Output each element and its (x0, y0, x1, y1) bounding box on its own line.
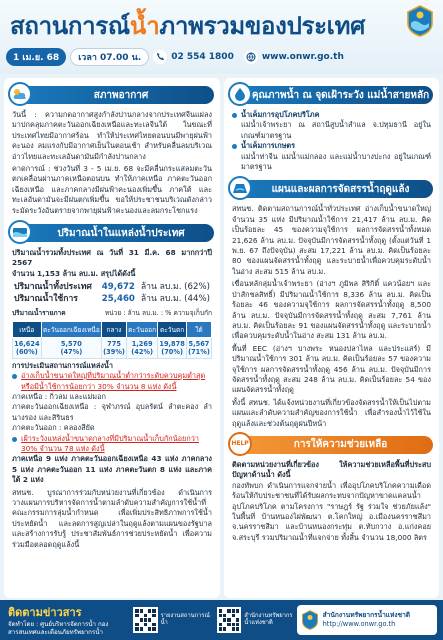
help-heading: การให้ความช่วยเหลือ (230, 436, 433, 454)
bullet-dot (12, 374, 17, 379)
right-column (224, 78, 439, 598)
table-caption-row (4, 308, 220, 318)
quality-item: น้ำเค็มการอุปโภคบริโภค (224, 110, 439, 120)
onwr-footer-logo (301, 610, 319, 630)
qr2-label: สำนักงานทรัพยากรน้ำแห่งชาติ (244, 613, 293, 626)
header-south: ใต้ (186, 321, 211, 337)
cell-central: 775 (39%) (102, 337, 127, 358)
header-north: เหนือ (13, 321, 42, 337)
row-unit: ล้าน ลบ.ม. (44%) (140, 294, 210, 305)
water-quality-icon (228, 82, 252, 106)
assessment-heading: การประเมินสถานการณ์แหล่งน้ำ (12, 360, 113, 370)
table-unit: หน่วย : ล้าน ลบ.ม. : % ความจุเก็บกัก (104, 309, 212, 318)
water-heading: ปริมาณน้ำในแหล่งน้ำประเทศ (10, 224, 214, 242)
weather-forecast: คาดการณ์ : ช่วงวันที่ 3 - 5 เม.ย. 68 จะมีคลื่นกระแสลมตะวันตกเคลื่อนผ่านภาคเหนือตอนบน ทำให้ภาคเหนือ ภาคตะวันออกเฉียงเหนือ และภาคกลางมีฝนฟ้าคะนองเพิ่มขึ้น ภาคใต้ และทะเลอันดามันจะมีฝนตกเพิ่มขึ้น ขอให้ประชาชนบริเวณดังกล่าวระมัดระวังอันตรายจากพายุฝนฟ้าคะนองและลมกระโชกแรง (12, 164, 212, 215)
cell-north: 16,624 (60%) (13, 337, 42, 358)
footer-contact (0, 603, 129, 637)
table-caption: ปริมาณน้ำรายภาค (12, 309, 66, 318)
weather-section-header (10, 84, 214, 106)
header-east: ตะวันออก (127, 321, 158, 337)
time-badge: เวลา 07.00 น. (70, 48, 149, 66)
assessment-item: อ่างเก็บน้ำขนาดใหญ่ที่ปริมาณน้ำต่ำกว่าระดับควบคุมต่ำสุดหรือมีน้ำใช้การน้อยกว่า 30% จำนวน 8 แห่ง ดังนี้ (4, 371, 220, 392)
assessment-northeast: ภาคตะวันออกเฉียงเหนือ : จุฬาภรณ์ อุบลรัตน์ ลำตะคอง ลำนางรอง และสิรินธร (12, 402, 212, 422)
plan-paragraph: ทั้งนี้ สทนช. ได้แจ้งหน่วยงานที่เกี่ยวข้องจัดสรรน้ำให้เป็นไปตามแผนและลำดับความสำคัญของการใช้น้ำ เพื่อสำรองน้ำไว้ใช้ในฤดูแล้งและช่วงต้นฤดูฝนปีหน้า (232, 397, 431, 428)
phone-contact[interactable] (153, 50, 234, 64)
page-title (10, 6, 365, 45)
help-subheading: ติดตามหน่วยงานที่เกี่ยวข้อง ให้ความช่วยเหลือพื้นที่ประสบปัญหาด้านน้ำ ดังนี้ (232, 459, 431, 480)
plan-paragraph: สทนช. ติดตามสถานการณ์น้ำทั่วประเทศ อ่างเก็บน้ำขนาดใหญ่ จำนวน 35 แห่ง มีปริมาณน้ำใช้การ 21,417 ล้าน ลบ.ม. คิดเป็นร้อยละ 45 ของความจุใช้การ ผลการจัดสรรน้ำทั้งหมด 21,626 ล้าน ลบ.ม. ปัจจุบันมีการจัดสรรน้ำทั้งฤดู (ตั้งแต่วันที่ 1 พ.ย. 67 ถึงปัจจุบัน) สะสม 17,221 ล้าน ลบ.ม. คิดเป็นร้อยละ 80 ของแผนจัดสรรน้ำทั้งฤดู และระบายน้ำเพื่อควบคุมระดับน้ำในอ่าง สะสม 515 ล้าน ลบ.ม. (232, 204, 431, 276)
assessment-north: ภาคเหนือ : กิ่วลม และแม่มอก (12, 391, 106, 401)
footer-org[interactable] (297, 605, 437, 635)
help-section-header (230, 434, 433, 456)
org-text (323, 611, 410, 629)
table-header-row (13, 321, 212, 337)
phone-number: 02 554 1800 (171, 51, 234, 62)
weather-today: วันนี้ : ความกดอากาศสูงกำลังปานกลางจากประเทศจีนแผ่ลงมาปกคลุมภาคตะวันออกเฉียงเหนือและทะเลจีนใต้ ในขณะที่ประเทศไทยมีอากาศร้อน ทำให้ประเทศไทยตอนบนมีพายุฝนฟ้าคะนอง ลมแรงกับมีอากาศเย็นในตอนเช้า สำหรับคลื่นลมบริเวณอ่าวไทยและทะเลอันดามันมีกำลังปานกลาง (12, 110, 212, 161)
assessment-item: เฝ้าระวังแหล่งน้ำขนาดกลางที่มีปริมาณน้ำเก็บกักน้อยกว่า 30% จำนวน 78 แห่ง ดังนี้ (4, 434, 220, 455)
qr-code-office[interactable] (217, 607, 241, 633)
row-label: ปริมาณน้ำทั้งประเทศ (14, 282, 92, 293)
assessment-regions: ภาคเหนือ 9 แห่ง ภาคตะวันออกเฉียงเหนือ 43 แห่ง ภาคกลาง 5 แห่ง ภาคตะวันออก 11 แห่ง ภาคตะวันตก 8 แห่ง และภาคใต้ 2 แห่ง (12, 454, 212, 485)
onwr-logo (406, 5, 434, 37)
water-total: จำนวน 1,153 ล้าน ลบ.ม. สรุปได้ดังนี้ (12, 268, 136, 278)
header-northeast: ตะวันออกเฉียงเหนือ (41, 321, 101, 337)
contact-title: ติดตามข่าวสาร (8, 606, 82, 619)
regional-water-table (12, 321, 212, 359)
cell-east: 1,269 (42%) (127, 337, 158, 358)
cell-south: 5,567 (71%) (186, 337, 211, 358)
date-badge: 1 เม.ย. 68 (6, 48, 66, 66)
help-icon: HELP (228, 432, 252, 456)
org-url: http://www.onwr.go.th (322, 620, 396, 628)
row-value: 25,460 (101, 294, 135, 305)
website-link[interactable] (244, 50, 344, 64)
title-highlight: น้ำ (129, 12, 160, 40)
quality-text: แม่น้ำเจ้าพระยา ณ สถานีสูบน้ำสำแล จ.ปทุมธานี อยู่ในเกณฑ์มาตรฐาน (241, 120, 431, 140)
water-row-total (4, 281, 220, 293)
qr1-label: รายงานสถานการณ์น้ำ (160, 613, 210, 626)
weather-heading: สภาพอากาศ (10, 86, 214, 104)
footer (0, 600, 443, 640)
assessment-east: ภาคตะวันออก : คลองสียัด (12, 423, 95, 433)
quality-section-header (230, 84, 433, 106)
bullet-dot (12, 437, 17, 442)
water-summary: ปริมาณน้ำรวมทั้งประเทศ ณ วันที่ 31 มี.ค. 68 มากกว่าปี 2567 (12, 248, 212, 268)
quality-text: แม่น้ำท่าจีน แม่น้ำแม่กลอง และแม่น้ำบางปะกง อยู่ในเกณฑ์มาตรฐาน (241, 151, 431, 172)
website-url: www.onwr.go.th (261, 51, 344, 62)
org-name: สำนักงานทรัพยากรน้ำแห่งชาติ (322, 611, 411, 619)
header-west: ตะวันตก (158, 321, 187, 337)
phone-icon (153, 50, 167, 64)
help-text: กองทัพบก ดำเนินการแจกจ่ายน้ำ เพื่ออุปโภคบริโภคความเดือดร้อนให้กับประชาชนที่ได้รับผลกระทบจากปัญหาขาดแคลนน้ำอุปโภคบริโภค ตามโครงการ "ราษฎร์ รัฐ ร่วมใจ ช่วยภัยแล้ง" ในพื้นที่ บ้านหนองไผ่พัฒนา ต.โคกใหญ่ อ.เมืองนครราชสีมา จ.นครราชสีมา และบ้านหนองกระทุ่ม ต.ทับกวาง อ.แก่งคอย จ.สระบุรี รวมปริมาณน้ำที่แจกจ่าย ทั้งสิ้น จำนวน 18,000 ลิตร (232, 480, 431, 542)
qr-code-report[interactable] (133, 607, 157, 633)
contact-sub: จัดทำโดย : ศูนย์บริหารจัดการน้ำ กองสารสนเทศและเตือนภัยทรัพยากรน้ำ (8, 621, 109, 636)
cell-west: 19,878 (70%) (158, 337, 187, 358)
water-row-usable (4, 293, 220, 305)
weather-icon (8, 82, 32, 106)
row-value: 49,672 (101, 282, 135, 293)
closing-text: สทนช. บูรณาการร่วมกับหน่วยงานที่เกี่ยวข้อง ดำเนินการวางแผนการบริหารจัดการน้ำตามลำดับความสำคัญการใช้น้ำที่คณะกรรมการลุ่มน้ำกำหนด เพื่อเพิ่มประสิทธิภาพการใช้น้ำ ประหยัดน้ำ และลดการสูญเปล่าในฤดูแล้งตามแผนของรัฐบาล และสร้างการรับรู้ ประชาสัมพันธ์การช่วยประหยัดน้ำ เพื่อความร่วมมือตลอดฤดูแล้งนี้ (12, 487, 212, 549)
cell-northeast: 5,570 (47%) (41, 337, 101, 358)
quality-heading: คุณภาพน้ำ ณ จุดเฝ้าระวัง แม่น้ำสายหลัก (230, 86, 433, 104)
plan-paragraph: พื้นที่ EEC (อ่างฯ บางพระ หนองปลาไหล และประแสร์) มีปริมาณน้ำใช้การ 301 ล้าน ลบ.ม. คิดเป็นร้อยละ 57 ของความจุใช้การ ผลการจัดสรรน้ำทั้งฤดู 456 ล้าน ลบ.ม. ปัจจุบันมีการจัดสรรน้ำทั้งฤดู สะสม 248 ล้าน ลบ.ม. คิดเป็นร้อยละ 54 ของแผนจัดสรรน้ำทั้งฤดู (232, 343, 431, 395)
water-section-header (10, 222, 214, 244)
left-column (4, 78, 220, 598)
row-label: ปริมาณน้ำใช้การ (14, 294, 78, 305)
table-row (13, 337, 212, 358)
title-part2: ภาพรวมของประเทศ (159, 12, 366, 40)
bullet-dot (232, 113, 237, 118)
row-unit: ล้าน ลบ.ม. (62%) (140, 282, 210, 293)
info-bar (6, 47, 344, 66)
header-central: กลาง (102, 321, 127, 337)
reservoir-icon (8, 220, 32, 244)
header (0, 0, 443, 74)
plan-section-header (230, 178, 433, 200)
quality-item: น้ำเค็มการเกษตร (224, 141, 439, 151)
globe-icon (244, 50, 258, 64)
plan-heading: แผนและผลการจัดสรรน้ำฤดูแล้ง (230, 180, 433, 198)
title-part1: สถานการณ์ (10, 12, 130, 40)
plan-paragraph: เขื่อนหลักลุ่มน้ำเจ้าพระยา (อ่างฯ ภูมิพล สิริกิติ์ แควน้อยฯ และป่าสักชลสิทธิ์) มีปริมาณน้ำใช้การ 8,336 ล้าน ลบ.ม. คิดเป็นร้อยละ 46 ของความจุใช้การ ผลการจัดสรรน้ำทั้งฤดู 8,500 ล้าน ลบ.ม. ปัจจุบันมีการจัดสรรน้ำทั้งฤดู สะสม 7,761 ล้าน ลบ.ม. คิดเป็นร้อยละ 91 ของแผนจัดสรรน้ำทั้งฤดู และระบายน้ำเพื่อควบคุมระดับน้ำในอ่าง สะสม 131 ล้าน ลบ.ม. (232, 279, 431, 341)
bullet-dot (232, 144, 237, 149)
